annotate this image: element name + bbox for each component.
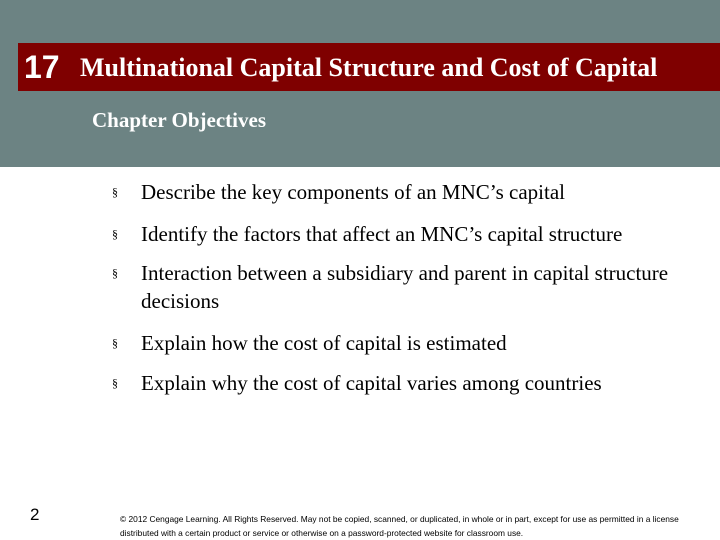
objective-text: Describe the key components of an MNC’s capital	[141, 180, 565, 204]
objective-item	[108, 259, 698, 315]
objective-item	[108, 329, 698, 357]
objective-text: Interaction between a subsidiary and parent in capital structure decisions	[141, 261, 669, 313]
objective-text: Explain how the cost of capital is estimated	[141, 331, 507, 355]
bullet-icon: §	[112, 185, 118, 199]
bullet-icon: §	[112, 227, 118, 241]
objective-text: Identify the factors that affect an MNC’s capital structure	[141, 222, 623, 246]
objective-text: Explain why the cost of capital varies among countries	[141, 371, 602, 395]
copyright-notice: © 2012 Cengage Learning. All Rights Reserved. May not be copied, scanned, or duplicated, in whole or in part, except for use as permitted in a license distributed with a certain product or service or otherwise on a password-protected website for classroom use.	[120, 514, 679, 538]
bullet-icon: §	[112, 336, 118, 350]
page-number: 2	[30, 505, 40, 524]
chapter-number: 17	[24, 49, 60, 85]
chapter-title: Multinational Capital Structure and Cost of Capital	[80, 53, 658, 82]
section-title: Chapter Objectives	[92, 108, 266, 132]
bullet-icon: §	[112, 266, 118, 280]
objective-item	[108, 178, 698, 206]
bullet-icon: §	[112, 376, 118, 390]
objective-item	[108, 220, 698, 248]
objective-item	[108, 369, 698, 397]
